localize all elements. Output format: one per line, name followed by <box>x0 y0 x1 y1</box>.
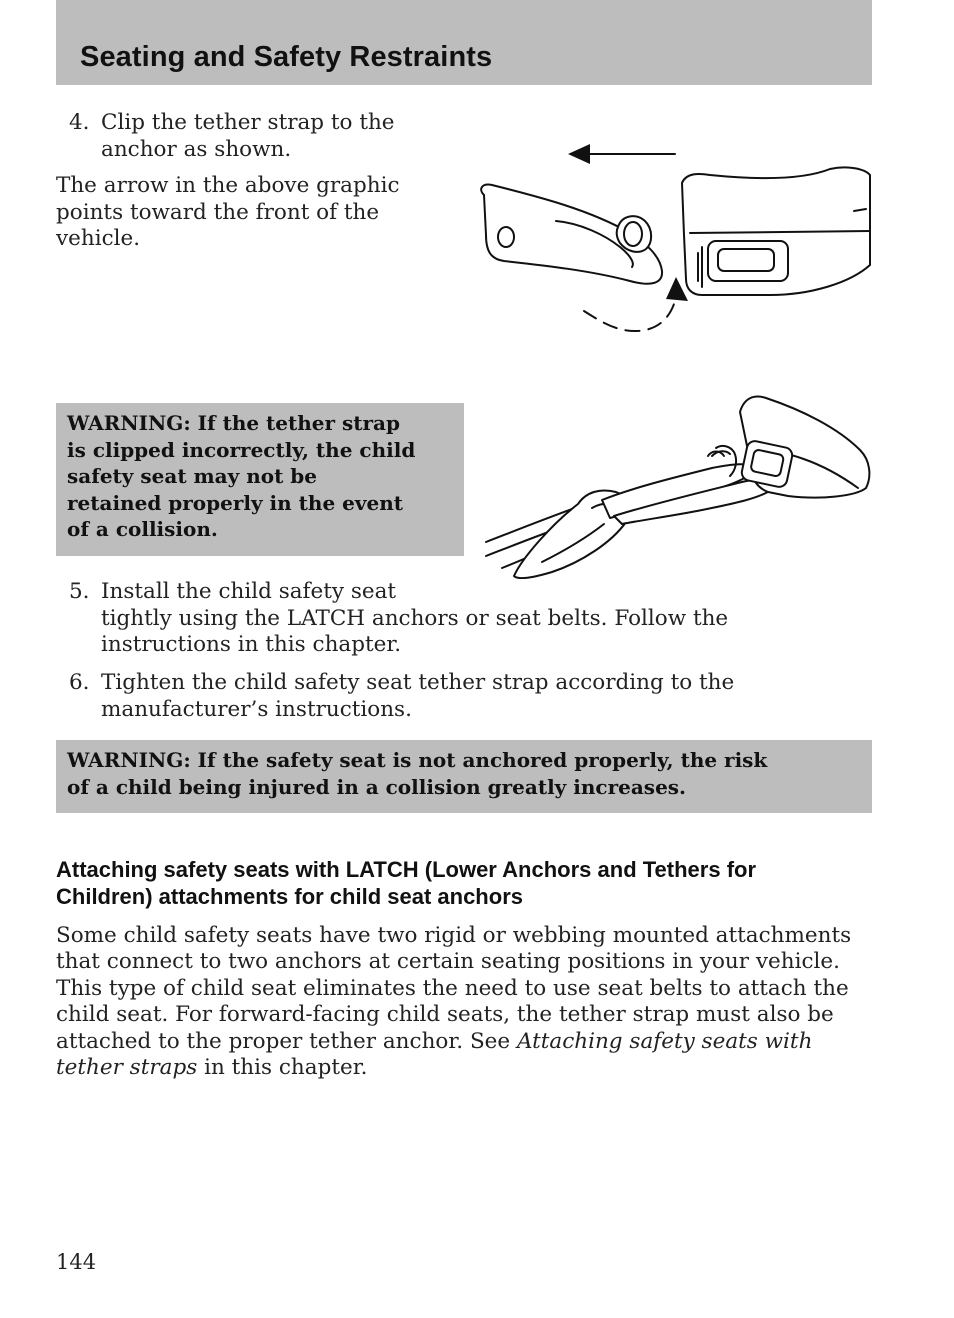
warning-line: is clipped incorrectly, the child <box>67 437 416 462</box>
heading-line: Attaching safety seats with LATCH (Lower Anchors and Tethers for <box>56 857 757 882</box>
cross-reference-link[interactable]: Attaching safety seats with <box>516 1028 813 1054</box>
heading-line: Children) attachments for child seat anchors <box>56 884 523 909</box>
warning-box-tether <box>56 403 464 556</box>
para-line: child seat. For forward-facing child seats, the tether strap must also be <box>56 1002 834 1028</box>
step-line: Clip the tether strap to the <box>101 110 395 135</box>
step-6 <box>56 670 876 724</box>
step-line: manufacturer’s instructions. <box>101 696 412 722</box>
step-number: 5. <box>69 579 90 604</box>
warning-line: safety seat may not be <box>67 464 318 488</box>
para-text: in this chapter. <box>197 1055 368 1081</box>
para-line <box>56 1055 876 1081</box>
page-number: 144 <box>56 1250 97 1274</box>
step-line: instructions in this chapter. <box>101 632 402 657</box>
arrow-note <box>56 173 426 253</box>
step-5 <box>56 579 876 659</box>
section-heading <box>56 856 876 910</box>
tether-attached-illustration <box>482 392 877 587</box>
curved-arrow-icon <box>666 277 688 301</box>
tether-clip-illustration <box>470 135 880 345</box>
step-line: Install the child safety seat <box>101 579 397 604</box>
chapter-header <box>56 0 872 85</box>
note-line: vehicle. <box>56 226 141 251</box>
front-arrow-icon <box>568 144 590 164</box>
step-line: Tighten the child safety seat tether strap according to the <box>101 670 735 695</box>
warning-line: of a collision. <box>67 517 218 541</box>
step-line: tightly using the LATCH anchors or seat belts. Follow the <box>101 605 729 631</box>
step-number: 6. <box>69 670 90 695</box>
para-line: that connect to two anchors at certain seating positions in your vehicle. <box>56 949 840 975</box>
step-line: anchor as shown. <box>101 136 292 162</box>
note-line: points toward the front of the <box>56 199 380 225</box>
warning-line: WARNING: If the safety seat is not anchored properly, the risk <box>67 748 768 772</box>
latch-paragraph <box>56 923 876 1081</box>
para-line: This type of child seat eliminates the need to use seat belts to attach the <box>56 975 849 1001</box>
para-line: Some child safety seats have two rigid or webbing mounted attachments <box>56 923 852 948</box>
chapter-title: Seating and Safety Restraints <box>80 41 493 73</box>
step-number: 4. <box>69 110 90 135</box>
warning-box-anchor <box>56 740 872 813</box>
warning-line: WARNING: If the tether strap <box>67 411 400 435</box>
para-line <box>56 1029 876 1055</box>
cross-reference-link-cont[interactable]: tether straps <box>56 1055 198 1081</box>
step-4 <box>56 110 416 164</box>
para-text: attached to the proper tether anchor. See <box>56 1028 517 1054</box>
warning-line: of a child being injured in a collision greatly increases. <box>67 774 687 799</box>
warning-line: retained properly in the event <box>67 490 403 515</box>
note-line: The arrow in the above graphic <box>56 173 400 198</box>
